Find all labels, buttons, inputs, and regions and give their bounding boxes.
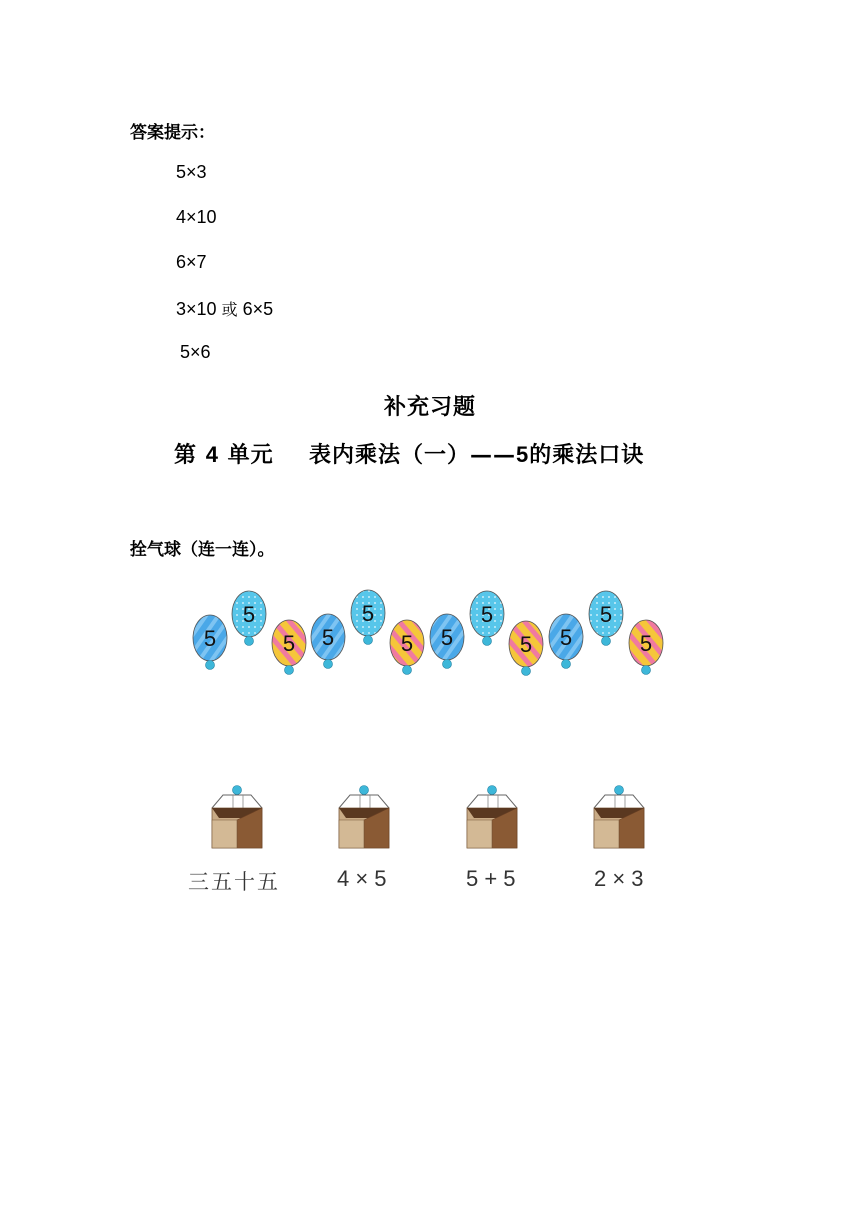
balloon-number: 5 xyxy=(203,626,217,651)
balloon-number: 5 xyxy=(519,632,533,657)
basket-label-2: 4 × 5 xyxy=(337,866,387,891)
basket-label-4: 2 × 3 xyxy=(594,866,644,891)
balloon[interactable] xyxy=(272,620,306,675)
balloon-number: 5 xyxy=(321,625,335,650)
balloon[interactable] xyxy=(311,614,345,669)
balloon-knob xyxy=(245,637,254,646)
basket[interactable] xyxy=(467,786,517,849)
balloon-number: 5 xyxy=(400,631,414,656)
balloon[interactable] xyxy=(390,620,424,675)
balloon-knob xyxy=(403,666,412,675)
basket[interactable] xyxy=(339,786,389,849)
balloon-number: 5 xyxy=(242,602,256,627)
balloon-knob xyxy=(443,660,452,669)
balloon-row xyxy=(193,590,663,676)
supplement-title: 补充习题 xyxy=(383,394,476,420)
unit-word: 单元 xyxy=(227,442,274,468)
unit-number: 4 xyxy=(205,442,219,467)
topic-rest: 的乘法口诀 xyxy=(529,442,645,468)
exercise-instruction: 拴气球（连一连）。 xyxy=(130,540,275,560)
balloon-number: 5 xyxy=(480,602,494,627)
or-word: 或 xyxy=(221,300,238,319)
answer-item-5: 5×6 xyxy=(180,342,211,362)
balloon-knob xyxy=(562,660,571,669)
answer-hint-label: 答案提示： xyxy=(130,123,215,143)
unit-topic: 表内乘法（一）—— xyxy=(308,442,516,468)
basket[interactable] xyxy=(212,786,262,849)
answer-item-4b: 6×5 xyxy=(242,299,274,319)
answer-item-3: 6×7 xyxy=(176,252,207,272)
balloon-number: 5 xyxy=(282,631,296,656)
answer-item-1: 5×3 xyxy=(176,162,207,182)
balloon-number: 5 xyxy=(440,625,454,650)
answer-item-4a: 3×10 xyxy=(176,299,217,319)
balloon[interactable] xyxy=(232,591,266,646)
basket[interactable] xyxy=(594,786,644,849)
balloon-number: 5 xyxy=(559,625,573,650)
basket-label-1: 三五十五 xyxy=(188,870,280,894)
balloon[interactable] xyxy=(470,591,504,646)
balloon-knob xyxy=(602,637,611,646)
balloon[interactable] xyxy=(629,620,663,675)
balloon[interactable] xyxy=(351,590,385,645)
balloon-knob xyxy=(483,637,492,646)
balloon-number: 5 xyxy=(639,631,653,656)
balloon-knob xyxy=(642,666,651,675)
balloon[interactable] xyxy=(509,621,543,676)
unit-prefix: 第 xyxy=(174,442,198,468)
balloon-number: 5 xyxy=(599,602,613,627)
balloon-knob xyxy=(285,666,294,675)
basket-label-3: 5 + 5 xyxy=(466,866,516,891)
balloon-knob xyxy=(206,661,215,670)
balloon[interactable] xyxy=(193,615,227,670)
balloon-knob xyxy=(324,660,333,669)
balloon-number: 5 xyxy=(361,601,375,626)
answer-item-2: 4×10 xyxy=(176,207,217,227)
balloon[interactable] xyxy=(589,591,623,646)
basket-row xyxy=(212,786,644,849)
topic-number: 5 xyxy=(515,442,530,467)
balloon[interactable] xyxy=(549,614,583,669)
balloon[interactable] xyxy=(430,614,464,669)
balloon-knob xyxy=(522,667,531,676)
balloon-knob xyxy=(364,636,373,645)
